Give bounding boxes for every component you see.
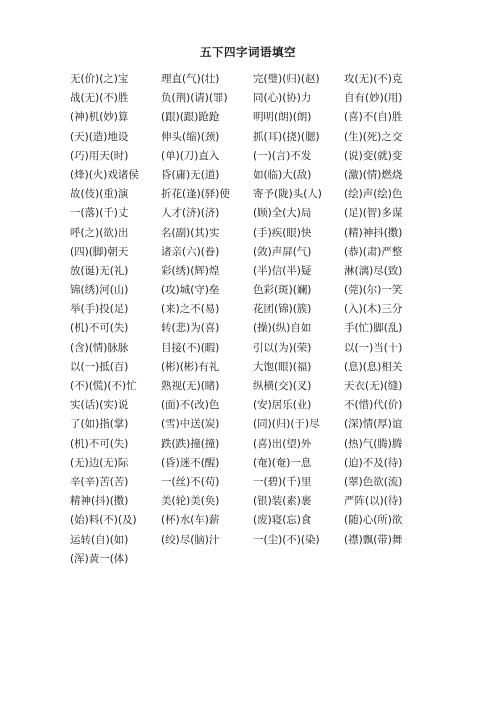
idiom-cell: 色彩(斑)(斓)	[253, 284, 312, 297]
idiom-cell: (迫)不及(待)	[344, 456, 403, 469]
idiom-cell: (无)边(无)际	[70, 456, 129, 469]
idiom-row	[70, 262, 470, 281]
idiom-cell: (四)(脚)朝天	[70, 245, 129, 258]
idiom-cell: 转(悲)为(喜)	[161, 322, 220, 335]
idiom-row	[70, 224, 470, 243]
idiom-cell: 一(丝)不(苟)	[161, 475, 220, 488]
idiom-row	[70, 396, 470, 415]
idiom-cell: (巧)用天(时)	[70, 149, 129, 162]
idiom-cell: 了(如)指(掌)	[70, 418, 129, 431]
idiom-row	[70, 377, 470, 396]
idiom-cell: (激)(情)燃烧	[344, 168, 403, 181]
idiom-cell: (机)不可(失)	[70, 437, 129, 450]
idiom-cell: 大饱(眼)(福)	[253, 360, 312, 373]
idiom-cell: 纵横(交)(叉)	[253, 380, 312, 392]
idiom-cell: 以(一)当(十)	[344, 341, 403, 354]
idiom-cell: (面)不(改)色	[161, 399, 220, 412]
idiom-cell: 昏(庸)无(道)	[161, 168, 220, 181]
idiom-cell: (操)(纵)自如	[253, 322, 312, 335]
idiom-cell: (同)(归)(于)尽	[253, 418, 320, 431]
idiom-cell: 伸头(缩)(颈)	[161, 130, 220, 143]
idiom-cell: 一(落)(千)丈	[70, 207, 129, 220]
idiom-cell: 折花(逢)(驿)使	[161, 188, 230, 201]
idiom-cell: 同(心)(协)力	[253, 92, 312, 105]
idiom-cell: (银)装(素)裹	[253, 495, 312, 508]
idiom-cell: 美(轮)美(奂)	[161, 495, 220, 508]
idiom-cell: (莞)(尔)一笑	[344, 284, 403, 297]
idiom-grid	[70, 70, 470, 569]
idiom-cell: (深)情(厚)谊	[344, 418, 403, 431]
idiom-cell: (翠)色欲(流)	[344, 475, 403, 488]
idiom-cell: (生)(死)之交	[344, 130, 403, 143]
page-title: 五下四字词语填空	[200, 45, 296, 59]
idiom-row	[70, 300, 470, 319]
idiom-cell: (安)居乐(业)	[253, 399, 312, 412]
idiom-cell: 故(伎)(重)演	[70, 188, 129, 201]
idiom-row	[70, 358, 470, 377]
idiom-cell: (足)(智)多谋	[344, 207, 403, 220]
idiom-cell: 理直(气)(壮)	[161, 73, 220, 85]
idiom-cell: 名(副)(其)实	[161, 226, 220, 239]
idiom-cell: (机)不可(失)	[70, 322, 129, 335]
idiom-cell: (奄)(奄)一息	[253, 456, 312, 469]
idiom-cell: (始)料(不)(及)	[70, 514, 137, 527]
idiom-cell: 诸亲(六)(眷)	[161, 245, 220, 258]
idiom-row	[70, 166, 470, 185]
idiom-cell: 精神(抖)(擞)	[70, 495, 129, 508]
idiom-cell: (喜)出(望)外	[253, 437, 312, 450]
idiom-row	[70, 108, 470, 127]
idiom-row	[70, 550, 470, 569]
idiom-cell: 天衣(无)(缝)	[344, 380, 403, 392]
idiom-row	[70, 492, 470, 511]
idiom-cell: 寄予(陇)头(人)	[253, 188, 322, 201]
idiom-row	[70, 473, 470, 492]
idiom-cell: (含)(情)脉脉	[70, 341, 129, 354]
idiom-row	[70, 70, 470, 89]
idiom-cell: 呼(之)(欲)出	[70, 226, 129, 239]
idiom-cell: 花团(锦)(簇)	[253, 303, 312, 316]
idiom-cell: 完(璧)(归)(赵)	[253, 73, 320, 85]
idiom-cell: 抓(耳)(挠)(腮)	[253, 130, 320, 143]
idiom-row	[70, 204, 470, 223]
idiom-cell: 如(临)大(敌)	[253, 168, 312, 181]
idiom-cell: 一(碧)(千)里	[253, 475, 312, 488]
idiom-cell: (襟)飘(带)舞	[344, 533, 403, 546]
idiom-cell: (单)(刀)直入	[161, 149, 220, 162]
idiom-cell: 辛(辛)苦(苦)	[70, 475, 129, 488]
idiom-cell: 淋(漓)尽(致)	[344, 264, 403, 277]
idiom-row	[70, 339, 470, 358]
idiom-row	[70, 454, 470, 473]
idiom-cell: 跌(跌)撞(撞)	[161, 437, 220, 450]
idiom-cell: (杯)水(车)薪	[161, 514, 220, 527]
idiom-cell: 熟视(无)(睹)	[161, 380, 220, 392]
idiom-row	[70, 281, 470, 300]
idiom-cell: 彩(绣)(辉)煌	[161, 264, 220, 277]
idiom-cell: 目接(不)(暇)	[161, 341, 220, 354]
idiom-cell: 一(尘)(不)(染)	[253, 533, 320, 546]
idiom-row	[70, 435, 470, 454]
idiom-cell: (手)疾(眼)快	[253, 226, 312, 239]
idiom-row	[70, 89, 470, 108]
idiom-cell: (半)信(半)疑	[253, 264, 312, 277]
idiom-cell: (昏)迷不(醒)	[161, 456, 220, 469]
idiom-cell: (雪)中送(炭)	[161, 418, 220, 431]
idiom-cell: (说)变(就)变	[344, 149, 403, 162]
idiom-row	[70, 319, 470, 338]
idiom-cell: 严阵(以)(待)	[344, 495, 403, 508]
idiom-row	[70, 511, 470, 530]
idiom-cell: 举(手)投(足)	[70, 303, 129, 316]
idiom-cell: 引以(为)(荣)	[253, 341, 312, 354]
idiom-cell: (不)(慌)(不)忙	[70, 380, 137, 392]
idiom-cell: (精)神抖(擞)	[344, 226, 403, 239]
idiom-row	[70, 147, 470, 166]
idiom-cell: 战(无)(不)胜	[70, 92, 129, 105]
idiom-cell: (攻)城(守)垒	[161, 284, 220, 297]
idiom-cell: 攻(无)(不)克	[344, 73, 403, 85]
idiom-cell: 负(荆)(请)(罪)	[161, 92, 228, 105]
idiom-cell: (一)(言)不发	[253, 149, 312, 162]
idiom-cell: (喜)不(自)胜	[344, 111, 403, 124]
idiom-cell: 锦(绣)河(山)	[70, 284, 129, 297]
idiom-cell: 明明(朗)(朗)	[253, 111, 312, 124]
idiom-cell: 手(忙)脚(乱)	[344, 322, 403, 335]
idiom-cell: (热)气(腾)腾	[344, 437, 403, 450]
idiom-cell: (恭)(肃)严整	[344, 245, 403, 258]
idiom-row	[70, 243, 470, 262]
idiom-cell: (敛)声屏(气)	[253, 245, 312, 258]
idiom-cell: 人才(济)(济)	[161, 207, 220, 220]
idiom-row	[70, 531, 470, 550]
idiom-cell: (神)机(妙)算	[70, 111, 129, 124]
idiom-cell: (顾)全(大)局	[253, 207, 312, 220]
idiom-cell: (废)寝(忘)食	[253, 514, 312, 527]
idiom-cell: (浑)黄一(体)	[70, 552, 129, 565]
idiom-cell: (息)(息)相关	[344, 360, 403, 373]
idiom-cell: 以(一)抵(百)	[70, 360, 129, 373]
idiom-cell: (入)(木)三分	[344, 303, 403, 316]
idiom-cell: (天)(造)地设	[70, 130, 129, 143]
idiom-cell: 自有(妙)(用)	[344, 92, 403, 105]
idiom-cell: (烽)(火)戏诸侯	[70, 168, 139, 181]
idiom-cell: (彬)(彬)有礼	[161, 360, 220, 373]
idiom-cell: (绞)尽(脑)汁	[161, 533, 220, 546]
idiom-cell: 运转(自)(如)	[70, 533, 129, 546]
idiom-cell: (跟)(跟)跄跄	[161, 111, 220, 124]
idiom-cell: 不(惜)代(价)	[344, 399, 403, 412]
idiom-row	[70, 128, 470, 147]
idiom-cell: 实(话)(实)说	[70, 399, 129, 412]
idiom-cell: 放(诞)无(礼)	[70, 264, 129, 277]
idiom-cell: (绘)声(绘)色	[344, 188, 403, 201]
idiom-row	[70, 185, 470, 204]
idiom-cell: (来)之不(易)	[161, 303, 220, 316]
idiom-row	[70, 415, 470, 434]
idiom-cell: 无(价)(之)宝	[70, 73, 129, 85]
idiom-cell: (随)心(所)欲	[344, 514, 403, 527]
